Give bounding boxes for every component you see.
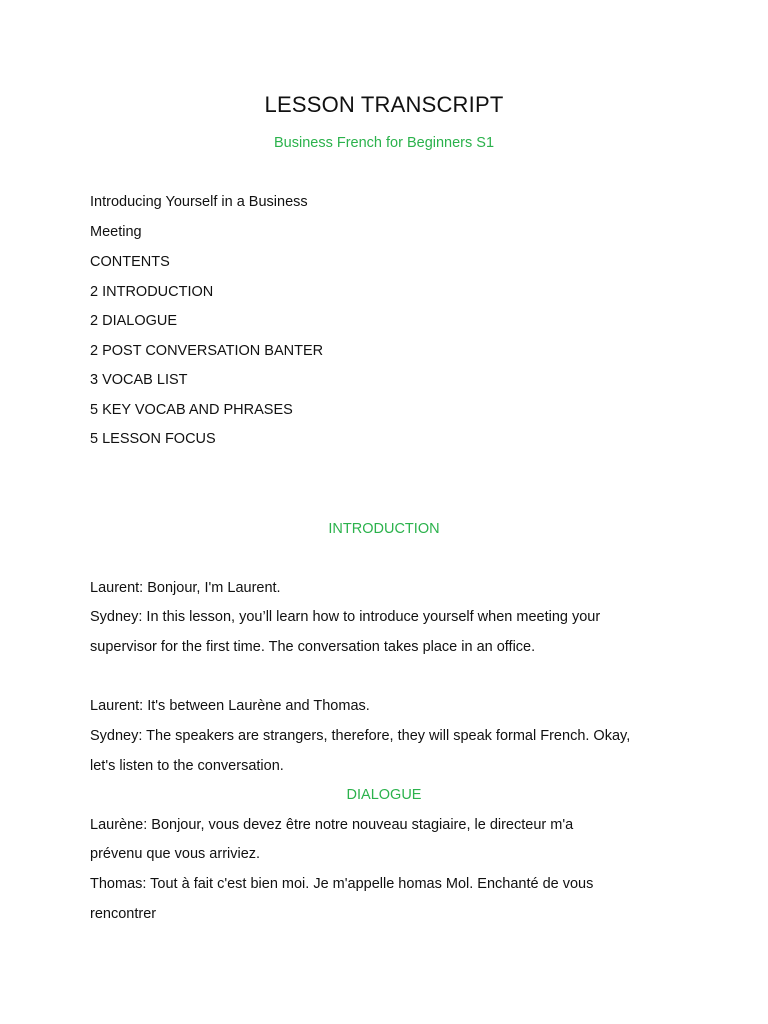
dialogue-line: prévenu que vous arriviez. [90,846,261,862]
lesson-title-line: Introducing Yourself in a Business [90,194,308,210]
transcript-line: Laurent: It's between Laurène and Thomas. [90,698,370,714]
dialogue-line: rencontrer [90,906,157,922]
contents-item: 3 VOCAB LIST [90,372,188,388]
transcript-line: Sydney: The speakers are strangers, therefore, they will speak formal French. Okay, [90,728,631,744]
page-subtitle: Business French for Beginners S1 [273,135,495,151]
contents-item: 2 DIALOGUE [90,313,178,329]
introduction-heading: INTRODUCTION [328,521,440,537]
dialogue-heading: DIALOGUE [346,787,422,803]
transcript-line: Sydney: In this lesson, you’ll learn how to introduce yourself when meeting your [90,609,601,625]
contents-label: CONTENTS [90,254,170,270]
lesson-title-line: Meeting [90,224,142,240]
page-title: LESSON TRANSCRIPT [264,92,504,117]
transcript-line: supervisor for the first time. The conversation takes place in an office. [90,639,536,655]
transcript-line: Laurent: Bonjour, I'm Laurent. [90,580,281,596]
transcript-line: let's listen to the conversation. [90,758,284,774]
contents-item: 2 POST CONVERSATION BANTER [90,343,324,359]
contents-item: 5 LESSON FOCUS [90,431,216,447]
dialogue-line: Thomas: Tout à fait c'est bien moi. Je m'appelle homas Mol. Enchanté de vous [90,876,594,892]
contents-item: 5 KEY VOCAB AND PHRASES [90,402,293,418]
contents-item: 2 INTRODUCTION [90,284,214,300]
dialogue-line: Laurène: Bonjour, vous devez être notre nouveau stagiaire, le directeur m'a [90,817,574,833]
